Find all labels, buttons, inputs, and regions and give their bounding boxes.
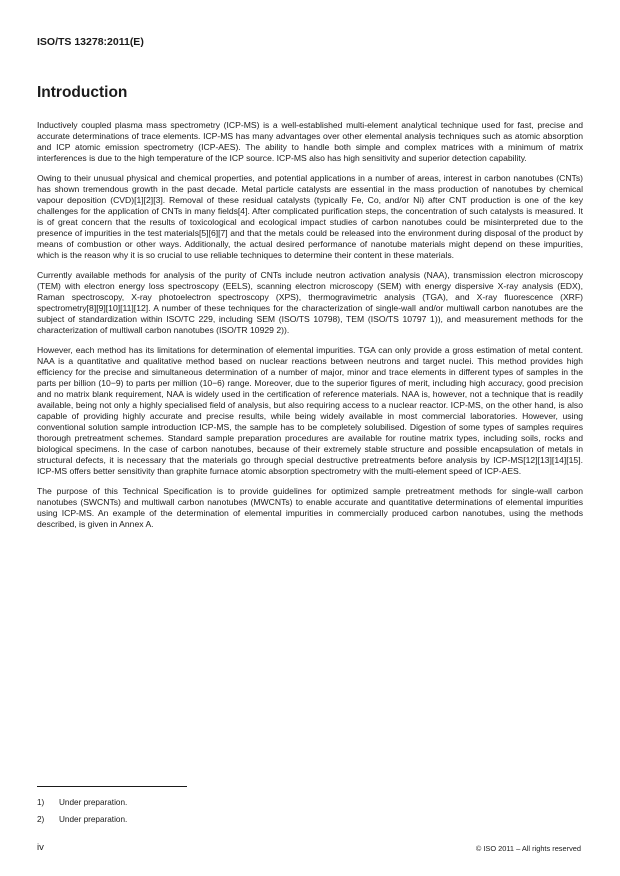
section-title: Introduction	[37, 84, 128, 101]
footnote-1-number: 1)	[37, 798, 45, 807]
paragraph-purpose: The purpose of this Technical Specification is to provide guidelines for optimized sample pretreatment methods for single-wall carbon nanotubes (SWCNTs) and multiwall carbon nanotubes (MWCNTs) to enable accurate and quantitative determinations of elemental impurities using ICP-MS. An example of the determination of elemental impurities in commercially produced carbon nanotubes, using the methods described, is given in Annex A.	[37, 486, 583, 529]
page-number: iv	[37, 842, 44, 853]
copyright-notice: © ISO 2011 – All rights reserved	[475, 844, 581, 853]
footnote-2-number: 2)	[37, 815, 45, 824]
document-id: ISO/TS 13278:2011(E)	[37, 36, 144, 48]
footnote-1-text: Under preparation.	[59, 798, 128, 807]
footnote-1	[37, 798, 127, 807]
introduction-body	[37, 120, 583, 539]
paragraph-method-limitations: However, each method has its limitations for determination of elemental impurities. TGA can only provide a gross estimation of metal content. NAA is a quantitative and qualitative method based on nuclear reactions between neutrons and target nuclei. This method provides high efficiency for the precise and simultaneous determination of a number of major, minor and trace elements in different types of samples in the parts per billion (10−9) to parts per million (10−6) range. Moreover, due to the superior figures of merit, including high accuracy, good precision and no matrix blank requirement, NAA is widely used in the certification of reference materials. NAA is, however, not a technique that is readily available, being not only a highly specialised field of analysis, but also requiring access to a nuclear reactor. ICP-MS, on the other hand, is also capable of providing highly accurate and precise results, while being widely available in most commercial laboratories. However, using conventional solution sample introduction ICP-MS, the sample has to be completely solubilised. Digestion of some types of samples requires thorough pretreatment schemes. Standard sample preparation procedures are available for routine matrix types, including soils, rocks and biological specimens. In the case of carbon nanotubes, because of their extremely stable structure and possible encapsulation of metals in structural defects, it is necessary that the materials go through special destructive pretreatments before analysis by ICP-MS[12][13][14][15]. ICP-MS offers better sensitivity than graphite furnace atomic absorption spectrometry with the multi-element speed of ICP-AES.	[37, 345, 583, 476]
paragraph-icp-ms: Inductively coupled plasma mass spectrometry (ICP-MS) is a well-established multi-element analytical technique used for fast, precise and accurate determinations of trace elements. ICP-MS has many advantages over other elemental analysis techniques such as atomic absorption and ICP atomic emission spectrometry (ICP-AES). The ability to handle both simple and complex matrices with a minimum of matrix interferences is due to the high temperature of the ICP source. ICP-MS also has high sensitivity and superior detection capability.	[37, 120, 583, 163]
footnote-2	[37, 815, 127, 824]
paragraph-cnt-catalysts: Owing to their unusual physical and chemical properties, and potential applications in a number of areas, interest in carbon nanotubes (CNTs) has shown tremendous growth in the past decade. Metal particle catalysts are essential in the mass production of nanotubes by chemical vapour deposition (CVD)[1][2][3]. Removal of these residual catalysts (typically Fe, Co, and/or Ni) after CNT production is one of the key challenges for the application of CNTs in many fields[4]. After complicated purification steps, the concentration of such catalysts is measured. It is of great concern that the results of toxicological and ecological impact studies of carbon nanotubes could be misinterpreted due to the presence of impurities in the test materials[5][6][7] and that the metals could be released into the environment during disposal of the product by means of combustion or other ways. Additionally, the actual desired performance of nanotube materials might depend on these impurities, which is the reason why it is so crucial to use reliable techniques to determine their content in these materials.	[37, 173, 583, 260]
footnote-2-text: Under preparation.	[59, 815, 128, 824]
document-page	[37, 0, 583, 876]
paragraph-analysis-methods: Currently available methods for analysis of the purity of CNTs include neutron activation analysis (NAA), transmission electron microscopy (TEM) with electron energy loss spectroscopy (EELS), scanning electron microscopy (SEM) with energy dispersive X-ray analysis (EDX), Raman spectroscopy, X-ray photoelectron spectroscopy (XPS), thermogravimetric analysis (TGA), and X-ray fluorescence (XRF) spectrometry[8][9][10][11][12]. A number of these techniques for the characterization of single-wall and/or multiwall carbon nanotubes are the subject of standardization within ISO/TC 229, including SEM (ISO/TS 10798), TEM (ISO/TS 10797 1)), and measurement methods for the characterization of multiwall carbon nanotubes (ISO/TR 10929 2)).	[37, 270, 583, 335]
footnote-divider	[37, 786, 187, 787]
